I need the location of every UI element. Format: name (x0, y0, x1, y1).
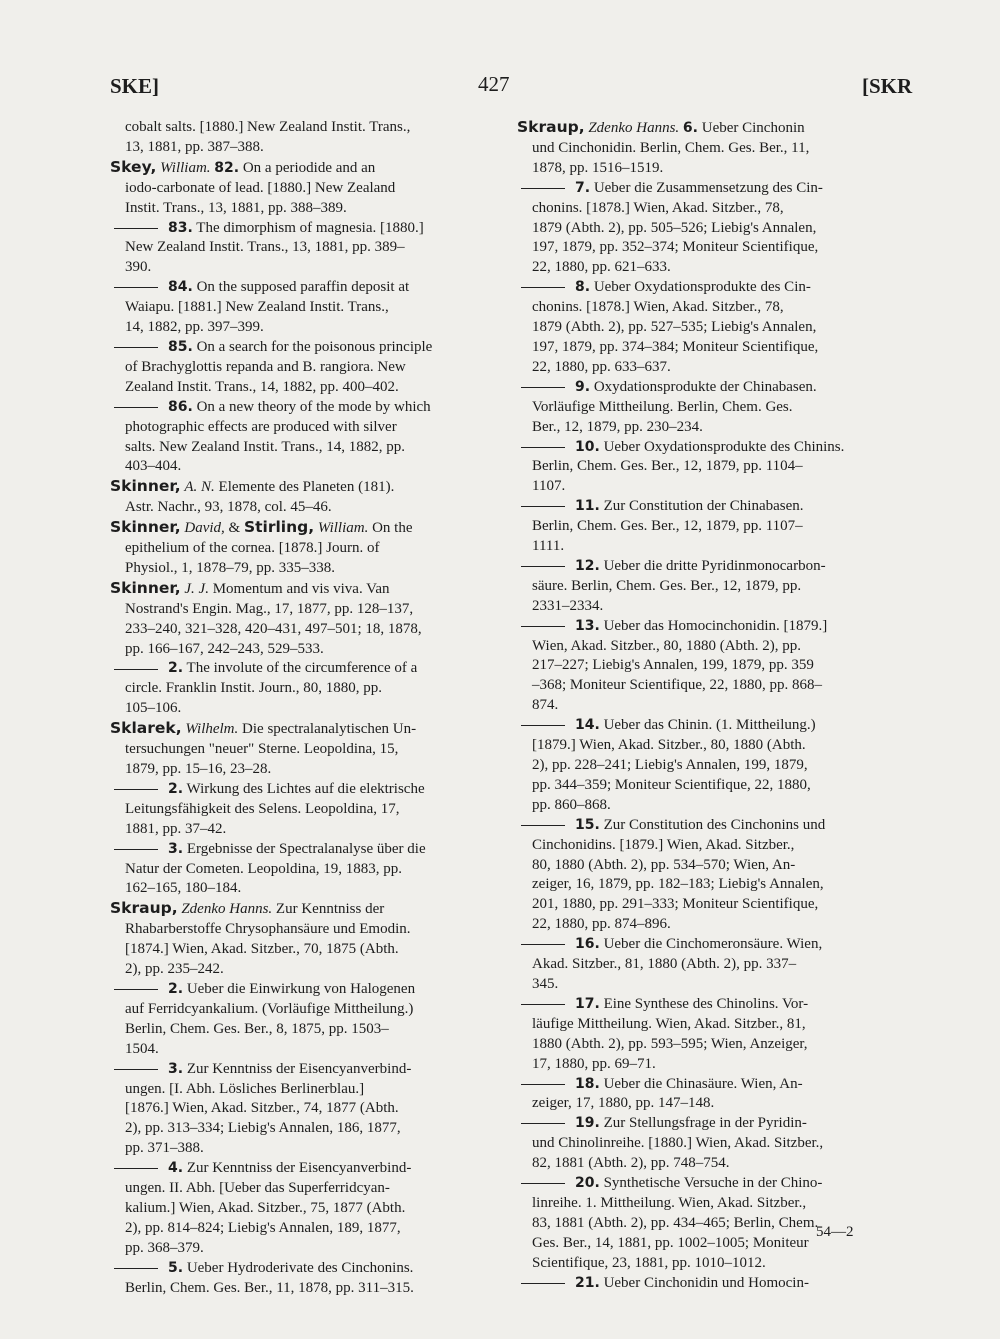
right-column-line: zeiger, 16, 1879, pp. 182–183; Liebig's Annalen, (532, 876, 824, 893)
left-column-line: Zealand Instit. Trans., 14, 1882, pp. 400–402. (125, 378, 399, 395)
left-column-line: Skinner, A. N. Elemente des Planeten (181). (110, 477, 395, 496)
right-column-line: Berlin, Chem. Ges. Ber., 12, 1879, pp. 1107– (532, 518, 803, 535)
right-column-line: 19. Zur Stellungsfrage in der Pyridin- (517, 1114, 903, 1134)
left-column-line: 2), pp. 814–824; Liebig's Annalen, 189, 1877, (125, 1219, 401, 1236)
right-column-line: pp. 344–359; Moniteur Scientifique, 22, 1880, (532, 776, 811, 793)
right-column-line: chonins. [1878.] Wien, Akad. Sitzber., 78, (532, 299, 784, 316)
left-column-line: photographic effects are produced with silver (125, 418, 397, 435)
left-column-line: Skinner, David, & Stirling, William. On the (110, 518, 413, 537)
left-column-line: 2. Ueber die Einwirkung von Halogenen (110, 980, 496, 1000)
left-column-line: Berlin, Chem. Ges. Ber., 8, 1875, pp. 1503– (125, 1020, 389, 1037)
left-column-line: 13, 1881, pp. 387–388. (125, 138, 264, 155)
left-column-line: Nostrand's Engin. Mag., 17, 1877, pp. 128–137, (125, 600, 414, 617)
right-column-line: 83, 1881 (Abth. 2), pp. 434–465; Berlin, Chem. (532, 1214, 819, 1231)
right-column-line: 20. Synthetische Versuche in der Chino- (517, 1174, 903, 1194)
right-column-line: Skraup, Zdenko Hanns. 6. Ueber Cinchonin (517, 118, 805, 136)
right-column-line: 1878, pp. 1516–1519. (532, 159, 664, 176)
left-column-line: 105–106. (125, 700, 182, 717)
page-number: 427 (478, 72, 510, 96)
right-column-line: und Chinolinreihe. [1880.] Wien, Akad. Sitzber., (532, 1135, 824, 1152)
left-column-line: Rhabarberstoffe Chrysophansäure und Emodin. (125, 921, 411, 938)
right-column-line: 7. Ueber die Zusammensetzung des Cin- (517, 179, 903, 199)
left-column-line: cobalt salts. [1880.] New Zealand Instit. Trans., (125, 119, 411, 135)
right-column-line: linreihe. 1. Mittheilung. Wien, Akad. Sitzber., (532, 1194, 807, 1211)
left-column-line: salts. New Zealand Instit. Trans., 14, 1882, pp. (125, 438, 405, 455)
left-column-line: 86. On a new theory of the mode by which (110, 398, 496, 418)
right-column-line: 22, 1880, pp. 633–637. (532, 358, 671, 375)
header-right-guide: [SKR (862, 74, 913, 98)
left-column-line: 14, 1882, pp. 397–399. (125, 319, 264, 336)
left-column-line: Sklarek, Wilhelm. Die spectralanalytischen Un- (110, 719, 417, 738)
left-column-line: 2), pp. 313–334; Liebig's Annalen, 186, 1877, (125, 1120, 401, 1137)
left-column-line: 390. (125, 259, 152, 276)
left-column-line: 2. Wirkung des Lichtes auf die elektrische (110, 780, 496, 800)
left-column-line: Waiapu. [1881.] New Zealand Instit. Trans., (125, 299, 389, 316)
left-column (110, 118, 496, 1298)
right-column-line: Vorläufige Mittheilung. Berlin, Chem. Ges. (532, 398, 793, 415)
right-column-line: 217–227; Liebig's Annalen, 199, 1879, pp. 359 (532, 657, 814, 674)
left-column-line: ungen. II. Abh. [Ueber das Superferridcyan- (125, 1180, 390, 1197)
signature-mark: 54—2 (816, 1224, 854, 1240)
right-column-line: zeiger, 17, 1880, pp. 147–148. (532, 1095, 715, 1112)
right-column-line: 1107. (532, 478, 566, 495)
right-column-line: Scientifique, 23, 1881, pp. 1010–1012. (532, 1254, 766, 1271)
right-column-line: 201, 1880, pp. 291–333; Moniteur Scientifique, (532, 896, 819, 913)
right-column-line: 2), pp. 228–241; Liebig's Annalen, 199, 1879, (532, 757, 808, 773)
left-column-line: ungen. [I. Abh. Lösliches Berlinerblau.] (125, 1080, 365, 1097)
left-column-line: [1876.] Wien, Akad. Sitzber., 74, 1877 (Abth. (125, 1100, 399, 1117)
right-column-line: 22, 1880, pp. 621–633. (532, 259, 671, 276)
right-column-line: säure. Berlin, Chem. Ges. Ber., 12, 1879, pp. (532, 577, 802, 594)
left-column-line: Berlin, Chem. Ges. Ber., 11, 1878, pp. 311–315. (125, 1279, 414, 1296)
left-column-line: Skraup, Zdenko Hanns. Zur Kenntniss der (110, 899, 385, 918)
right-column-line: Berlin, Chem. Ges. Ber., 12, 1879, pp. 1104– (532, 458, 803, 475)
left-column-line: auf Ferridcyankalium. (Vorläufige Mittheilung.) (125, 1000, 414, 1017)
left-column-line: kalium.] Wien, Akad. Sitzber., 75, 1877 (Abth. (125, 1199, 406, 1216)
right-column-line: Cinchonidins. [1879.] Wien, Akad. Sitzber., (532, 836, 795, 853)
left-column-line: Skinner, J. J. Momentum and vis viva. Van (110, 578, 390, 597)
header-left-guide: SKE] (110, 74, 160, 98)
right-column-line: 11. Zur Constitution der Chinabasen. (517, 497, 903, 517)
left-column-line: 2), pp. 235–242. (125, 961, 224, 978)
left-column-line: 3. Zur Kenntniss der Eisencyanverbind- (110, 1060, 496, 1080)
right-column-line: 82, 1881 (Abth. 2), pp. 748–754. (532, 1155, 730, 1172)
right-column-line: 13. Ueber das Homocinchonidin. [1879.] (517, 617, 903, 637)
left-column-line: circle. Franklin Instit. Journ., 80, 1880, pp. (125, 680, 383, 697)
left-column-line: 1504. (125, 1040, 159, 1057)
right-column-line: Ges. Ber., 14, 1881, pp. 1002–1005; Moniteur (532, 1234, 809, 1251)
left-column-line: Physiol., 1, 1878–79, pp. 335–338. (125, 559, 336, 576)
right-column (517, 118, 903, 1293)
right-column-line: 1880 (Abth. 2), pp. 593–595; Wien, Anzeiger, (532, 1035, 808, 1052)
left-column-line: epithelium of the cornea. [1878.] Journ. of (125, 540, 380, 557)
right-column-line: 12. Ueber die dritte Pyridinmonocarbon- (517, 557, 903, 577)
left-column-line: pp. 166–167, 242–243, 529–533. (125, 640, 324, 657)
left-column-line: Instit. Trans., 13, 1881, pp. 388–389. (125, 199, 347, 216)
right-column-line: 17. Eine Synthese des Chinolins. Vor- (517, 995, 903, 1015)
left-column-line: 403–404. (125, 458, 182, 475)
left-column-line: Astr. Nachr., 93, 1878, col. 45–46. (125, 499, 332, 516)
left-column-line: tersuchungen "neuer" Sterne. Leopoldina, 15, (125, 741, 399, 758)
right-column-line: 14. Ueber das Chinin. (1. Mittheilung.) (517, 716, 903, 736)
right-column-line: 2331–2334. (532, 597, 604, 614)
right-column-line: 16. Ueber die Cinchomeronsäure. Wien, (517, 935, 903, 955)
right-column-line: 197, 1879, pp. 352–374; Moniteur Scientifique, (532, 239, 819, 256)
right-column-line: 80, 1880 (Abth. 2), pp. 534–570; Wien, An- (532, 856, 796, 873)
right-column-line: 15. Zur Constitution des Cinchonins und (517, 816, 903, 836)
left-column-line: Leitungsfähigkeit des Selens. Leopoldina, 17, (125, 800, 400, 817)
right-column-line: 874. (532, 697, 559, 714)
right-column-line: 21. Ueber Cinchonidin und Homocin- (517, 1274, 903, 1294)
left-column-line: 83. The dimorphism of magnesia. [1880.] (110, 219, 496, 239)
left-column-line: New Zealand Instit. Trans., 13, 1881, pp. 389– (125, 239, 405, 256)
left-column-line: iodo-carbonate of lead. [1880.] New Zealand (125, 179, 396, 196)
left-column-line: Natur der Cometen. Leopoldina, 19, 1883, pp. (125, 860, 403, 877)
right-column-line: pp. 860–868. (532, 796, 611, 813)
left-column-line: 4. Zur Kenntniss der Eisencyanverbind- (110, 1159, 496, 1179)
right-column-line: 1879 (Abth. 2), pp. 527–535; Liebig's Annalen, (532, 319, 817, 336)
left-column-line: 3. Ergebnisse der Spectralanalyse über die (110, 840, 496, 860)
left-column-line: 233–240, 321–328, 420–431, 497–501; 18, 1878, (125, 620, 422, 637)
left-column-line: 1881, pp. 37–42. (125, 820, 227, 837)
left-column-line: of Brachyglottis repanda and B. rangiora. New (125, 358, 406, 375)
right-column-line: 345. (532, 975, 559, 992)
right-column-line: 9. Oxydationsprodukte der Chinabasen. (517, 378, 903, 398)
left-column-line: [1874.] Wien, Akad. Sitzber., 70, 1875 (Abth. (125, 941, 399, 958)
right-column-line: 1879 (Abth. 2), pp. 505–526; Liebig's Annalen, (532, 219, 817, 236)
left-column-line: 84. On the supposed paraffin deposit at (110, 278, 496, 298)
left-column-line: pp. 368–379. (125, 1239, 204, 1256)
left-column-line: 1879, pp. 15–16, 23–28. (125, 761, 272, 777)
right-column-line: 197, 1879, pp. 374–384; Moniteur Scientifique, (532, 338, 819, 355)
right-column-line: 18. Ueber die Chinasäure. Wien, An- (517, 1075, 903, 1095)
left-column-line: 85. On a search for the poisonous principle (110, 338, 496, 358)
left-column-line: 162–165, 180–184. (125, 880, 242, 897)
right-column-line: chonins. [1878.] Wien, Akad. Sitzber., 78, (532, 199, 784, 216)
left-column-line: pp. 371–388. (125, 1140, 204, 1157)
right-column-line: 1111. (532, 538, 565, 555)
left-column-line: Skey, William. 82. On a periodide and an (110, 157, 376, 176)
right-column-line: und Cinchonidin. Berlin, Chem. Ges. Ber., 11, (532, 139, 810, 156)
left-column-line: 5. Ueber Hydroderivate des Cinchonins. (110, 1259, 496, 1279)
right-column-line: Wien, Akad. Sitzber., 80, 1880 (Abth. 2), pp. (532, 637, 801, 654)
right-column-line: –368; Moniteur Scientifique, 22, 1880, pp. 868– (532, 677, 822, 694)
left-column-line: 2. The involute of the circumference of a (110, 659, 496, 679)
right-column-line: 10. Ueber Oxydationsprodukte des Chinins. (517, 438, 903, 458)
right-column-line: Ber., 12, 1879, pp. 230–234. (532, 418, 703, 435)
right-column-line: [1879.] Wien, Akad. Sitzber., 80, 1880 (Abth. (532, 737, 806, 754)
right-column-line: 22, 1880, pp. 874–896. (532, 916, 671, 933)
right-column-line: 8. Ueber Oxydationsprodukte des Cin- (517, 278, 903, 298)
right-column-line: Akad. Sitzber., 81, 1880 (Abth. 2), pp. 337– (532, 956, 797, 973)
right-column-line: läufige Mittheilung. Wien, Akad. Sitzber., 81, (532, 1015, 806, 1032)
right-column-line: 17, 1880, pp. 69–71. (532, 1055, 656, 1072)
